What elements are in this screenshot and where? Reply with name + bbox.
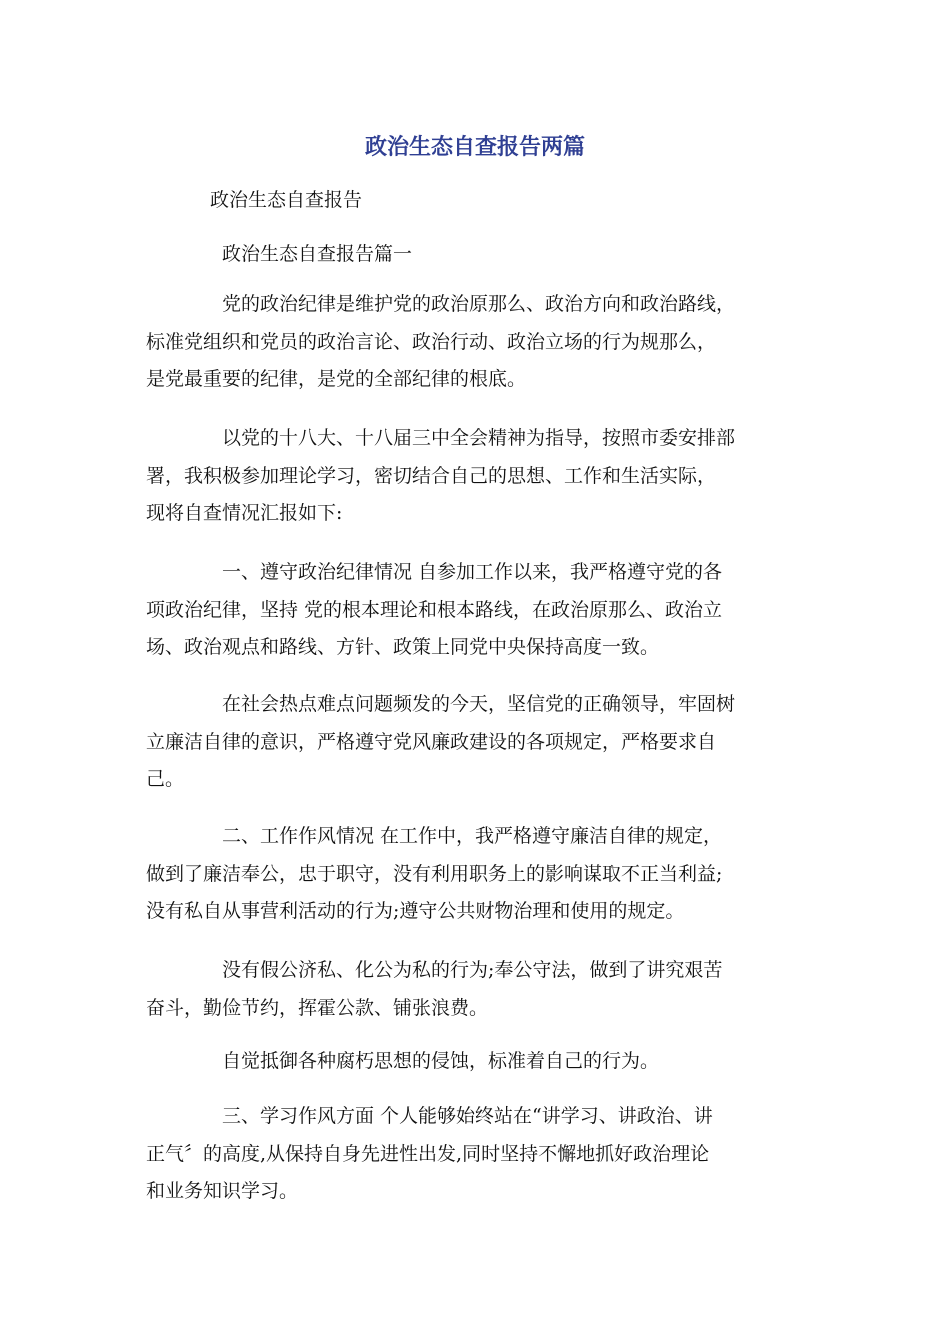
paragraph-line: 做到了廉洁奉公，忠于职守，没有利用职务上的影响谋取不正当利益; bbox=[146, 862, 723, 885]
paragraph-line: 自觉抵御各种腐朽思想的侵蚀，标准着自己的行为。 bbox=[222, 1050, 660, 1072]
document-title: 政治生态自查报告两篇 bbox=[364, 135, 585, 160]
paragraph-line: 场、政治观点和路线、方针、政策上同党中央保持高度一致。 bbox=[146, 636, 660, 658]
paragraph-line: 己。 bbox=[146, 768, 185, 790]
paragraph-line: 二、工作作风情况 在工作中，我严格遵守廉洁自律的规定， bbox=[222, 825, 723, 847]
paragraph-2 bbox=[146, 420, 811, 533]
paragraph-line: 以党的十八大、十八届三中全会精神为指导，按照市委安排部 bbox=[222, 427, 736, 449]
paragraph-line: 三、学习作风方面 个人能够始终站在“讲学习、讲政治、讲 bbox=[222, 1105, 713, 1127]
paragraph-3 bbox=[146, 554, 811, 667]
paragraph-line: 没有假公济私、化公为私的行为;奉公守法，做到了讲究艰苦 bbox=[222, 959, 723, 981]
paragraph-line: 项政治纪律，坚持 党的根本理论和根本路线，在政治原那么、政治立 bbox=[146, 598, 723, 621]
paragraph-4 bbox=[146, 686, 811, 799]
paragraph-6 bbox=[146, 952, 811, 1027]
paragraph-line: 标准党组织和党员的政治言论、政治行动、政治立场的行为规那么， bbox=[146, 330, 717, 353]
paragraph-line: 现将自查情况汇报如下: bbox=[146, 502, 343, 524]
paragraph-line: 在社会热点难点问题频发的今天，坚信党的正确领导，牢固树 bbox=[222, 693, 736, 715]
paragraph-line: 一、遵守政治纪律情况 自参加工作以来，我严格遵守党的各 bbox=[222, 561, 723, 583]
document-subtitle: 政治生态自查报告 bbox=[210, 189, 363, 211]
paragraph-5 bbox=[146, 818, 811, 931]
paragraph-1 bbox=[146, 286, 811, 399]
section-heading: 政治生态自查报告篇一 bbox=[222, 243, 413, 265]
paragraph-line: 和业务知识学习。 bbox=[146, 1180, 299, 1202]
paragraph-8 bbox=[146, 1098, 811, 1211]
paragraph-line: 正气〞的高度,从保持自身先进性出发,同时坚持不懈地抓好政治理论 bbox=[146, 1142, 710, 1165]
paragraph-line: 党的政治纪律是维护党的政治原那么、政治方向和政治路线， bbox=[222, 293, 736, 315]
paragraph-7 bbox=[146, 1043, 811, 1081]
paragraph-line: 没有私自从事营利活动的行为;遵守公共财物治理和使用的规定。 bbox=[146, 900, 685, 922]
paragraph-line: 署，我积极参加理论学习，密切结合自己的思想、工作和生活实际， bbox=[146, 464, 717, 487]
paragraph-line: 是党最重要的纪律，是党的全部纪律的根底。 bbox=[146, 368, 527, 390]
paragraph-line: 奋斗，勤俭节约，挥霍公款、铺张浪费。 bbox=[146, 996, 489, 1019]
paragraph-line: 立廉洁自律的意识，严格遵守党风廉政建设的各项规定，严格要求自 bbox=[146, 730, 717, 753]
